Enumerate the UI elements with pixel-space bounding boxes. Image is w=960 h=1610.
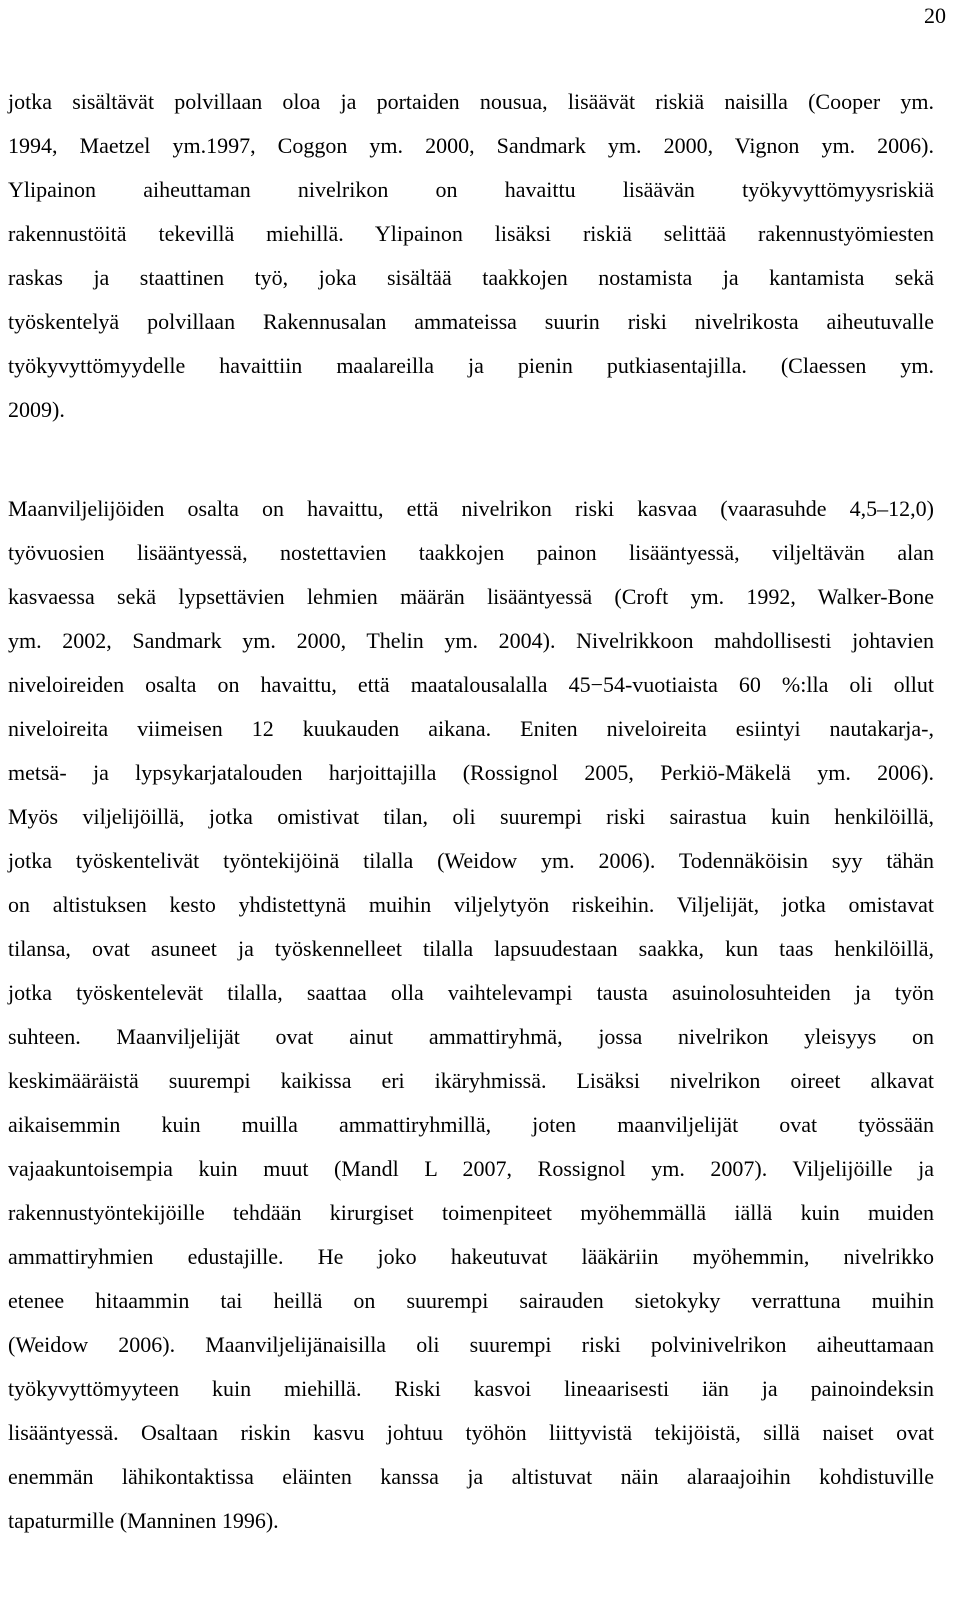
- text-line: etenee hitaammin tai heillä on suurempi sairauden sietokyky verrattuna muihin: [8, 1288, 934, 1313]
- text-line: (Weidow 2006). Maanviljelijänaisilla oli suurempi riski polvinivelrikon aiheuttamaan: [8, 1332, 934, 1357]
- text-line: rakennustöitä tekevillä miehillä. Ylipainon lisäksi riskiä selittää rakennustyömiesten: [8, 221, 934, 246]
- text-line: on altistuksen kesto yhdistettynä muihin viljelytyön riskeihin. Viljelijät, jotka omistavat: [8, 892, 934, 917]
- text-line: keskimääräistä suurempi kaikissa eri ikäryhmissä. Lisäksi nivelrikon oireet alkavat: [8, 1068, 934, 1093]
- text-line: tilansa, ovat asuneet ja työskennelleet tilalla lapsuudestaan saakka, kun taas henkilöillä,: [8, 936, 934, 961]
- text-line: rakennustyöntekijöille tehdään kirurgiset toimenpiteet myöhemmällä iällä kuin muiden: [8, 1200, 934, 1225]
- paragraph-2: [8, 487, 934, 1543]
- document-body: [8, 80, 934, 1543]
- text-line: ym. 2002, Sandmark ym. 2000, Thelin ym. 2004). Nivelrikkoon mahdollisesti johtavien: [8, 628, 934, 653]
- text-line: aikaisemmin kuin muilla ammattiryhmillä, joten maanviljelijät ovat työssään: [8, 1112, 934, 1137]
- text-line: Ylipainon aiheuttaman nivelrikon on havaittu lisäävän työkyvyttömyysriskiä: [8, 177, 934, 202]
- text-line: metsä- ja lypsykarjatalouden harjoittajilla (Rossignol 2005, Perkiö-Mäkelä ym. 2006).: [8, 760, 934, 785]
- text-line: raskas ja staattinen työ, joka sisältää taakkojen nostamista ja kantamista sekä: [8, 265, 934, 290]
- text-line: 1994, Maetzel ym.1997, Coggon ym. 2000, Sandmark ym. 2000, Vignon ym. 2006).: [8, 133, 934, 158]
- text-line: jotka sisältävät polvillaan oloa ja portaiden nousua, lisäävät riskiä naisilla (Cooper ym.: [8, 89, 934, 114]
- text-line: niveloireiden osalta on havaittu, että maatalousalalla 45−54-vuotiaista 60 %:lla oli ollut: [8, 672, 934, 697]
- page-number: 20: [924, 3, 946, 28]
- text-line: enemmän lähikontaktissa eläinten kanssa ja altistuvat näin alaraajoihin kohdistuville: [8, 1464, 934, 1489]
- text-line: ammattiryhmien edustajille. He joko hakeutuvat lääkäriin myöhemmin, nivelrikko: [8, 1244, 934, 1269]
- text-line: työkyvyttömyydelle havaittiin maalareilla ja pienin putkiasentajilla. (Claessen ym.: [8, 353, 934, 378]
- text-line: jotka työskentelivät työntekijöinä tilalla (Weidow ym. 2006). Todennäköisin syy tähän: [8, 848, 934, 873]
- text-line: kasvaessa sekä lypsettävien lehmien määrän lisääntyessä (Croft ym. 1992, Walker-Bone: [8, 584, 934, 609]
- paragraph-1: [8, 80, 934, 432]
- text-line: suhteen. Maanviljelijät ovat ainut ammattiryhmä, jossa nivelrikon yleisyys on: [8, 1024, 934, 1049]
- paragraph-spacer: [8, 432, 934, 487]
- text-line: Myös viljelijöillä, jotka omistivat tilan, oli suurempi riski sairastua kuin henkilöillä,: [8, 804, 934, 829]
- text-line: vajaakuntoisempia kuin muut (Mandl L 2007, Rossignol ym. 2007). Viljelijöille ja: [8, 1156, 934, 1181]
- text-line: tapaturmille (Manninen 1996).: [8, 1508, 279, 1533]
- text-line: Maanviljelijöiden osalta on havaittu, että nivelrikon riski kasvaa (vaarasuhde 4,5–12,0): [8, 496, 934, 521]
- text-line: työskentelyä polvillaan Rakennusalan ammateissa suurin riski nivelrikosta aiheutuvalle: [8, 309, 934, 334]
- text-line: työvuosien lisääntyessä, nostettavien taakkojen painon lisääntyessä, viljeltävän alan: [8, 540, 934, 565]
- text-line: lisääntyessä. Osaltaan riskin kasvu johtuu työhön liittyvistä tekijöistä, sillä naiset ovat: [8, 1420, 934, 1445]
- text-line: 2009).: [8, 397, 65, 422]
- text-line: työkyvyttömyyteen kuin miehillä. Riski kasvoi lineaarisesti iän ja painoindeksin: [8, 1376, 934, 1401]
- text-line: jotka työskentelevät tilalla, saattaa olla vaihtelevampi tausta asuinolosuhteiden ja työn: [8, 980, 934, 1005]
- text-line: niveloireita viimeisen 12 kuukauden aikana. Eniten niveloireita esiintyi nautakarja-,: [8, 716, 934, 741]
